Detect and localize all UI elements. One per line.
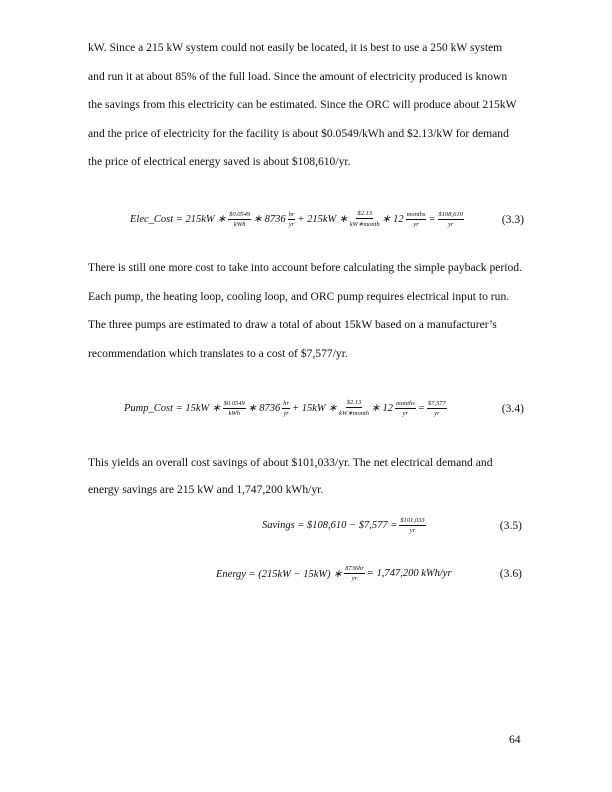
text-line: and the price of electricity for the facility is about $0.0549/kWh and $2.13/kW for demand: [88, 127, 509, 140]
page-number: 64: [509, 733, 521, 746]
text-line: kW. Since a 215 kW system could not easily be located, it is best to use a 250 kW system: [88, 41, 503, 54]
text-line: recommendation which translates to a cost of $7,577/yr.: [88, 347, 348, 360]
eq-term: ∗ 12: [371, 403, 393, 414]
fraction: $\frac{\$0.0549}{\text{kWh}}$: [229, 210, 251, 228]
fraction: $\frac{\text{months}}{yr}$: [396, 399, 415, 417]
eq-term: Savings = $108,610 − $7,577 =: [262, 520, 398, 531]
equation-label: (3.5): [499, 519, 522, 532]
text-line: This yields an overall cost savings of about $101,033/yr. The net electrical demand and: [88, 456, 493, 469]
text-line: energy savings are 215 kW and 1,747,200 kWh/yr.: [88, 483, 324, 496]
eq-term: ∗ 12: [381, 214, 404, 225]
equation-label: (3.4): [501, 401, 524, 415]
equation-3-6: [216, 565, 522, 582]
eq-term: = 1,747,200 kWh/yr: [366, 568, 452, 579]
fraction: $\frac{\$2.13}{\text{kW∗month}}$: [339, 399, 370, 417]
eq-term: Energy = (215kW − 15kW) ∗: [216, 568, 343, 580]
fraction: $\frac{\text{months}}{yr}$: [406, 210, 426, 228]
eq-term: + 15kW ∗: [292, 403, 338, 414]
eq-term: =: [428, 213, 436, 225]
fraction: $\frac{\$108,610}{yr}$: [438, 210, 463, 228]
equation-3-3: [130, 210, 524, 228]
fraction: $\frac{8736hr}{yr}$: [345, 565, 364, 582]
fraction: $\frac{\$0.0549}{\text{kWh}}$: [223, 399, 245, 417]
eq-term: ∗ 8736: [253, 214, 286, 225]
text-line: the savings from this electricity can be estimated. Since the ORC will produce about 215kW: [88, 98, 517, 111]
text-line: the price of electrical energy saved is about $108,610/yr.: [88, 155, 351, 168]
text-line: and run it at about 85% of the full load. Since the amount of electricity produced is known: [88, 70, 508, 83]
text-line: There is still one more cost to take into account before calculating the simple payback period.: [88, 261, 522, 274]
fraction: $\frac{hr}{yr}$: [283, 399, 290, 417]
equation-label: (3.3): [501, 212, 524, 226]
eq-term: ∗ 8736: [247, 403, 281, 414]
equation-3-5: [262, 517, 522, 534]
fraction: $\frac{\$101,033}{yr}$: [400, 517, 425, 534]
text-line: Each pump, the heating loop, cooling loop, and ORC pump requires electrical input to run.: [88, 290, 510, 303]
fraction: $\frac{\$2.13}{\text{kW∗month}}$: [349, 210, 380, 228]
fraction: $\frac{\$7,577}{yr}$: [427, 399, 446, 417]
equation-label: (3.6): [499, 567, 522, 580]
eq-term: =: [417, 402, 425, 414]
fraction: $\frac{hr}{yr}$: [288, 210, 295, 228]
eq-term: + 215kW ∗: [297, 214, 348, 225]
equation-3-4: [124, 399, 524, 417]
eq-term: Elec_Cost = 215kW ∗: [130, 214, 227, 225]
text-line: The three pumps are estimated to draw a total of about 15kW based on a manufacturer’s: [88, 318, 497, 331]
eq-term: Pump_Cost = 15kW ∗: [124, 403, 221, 414]
